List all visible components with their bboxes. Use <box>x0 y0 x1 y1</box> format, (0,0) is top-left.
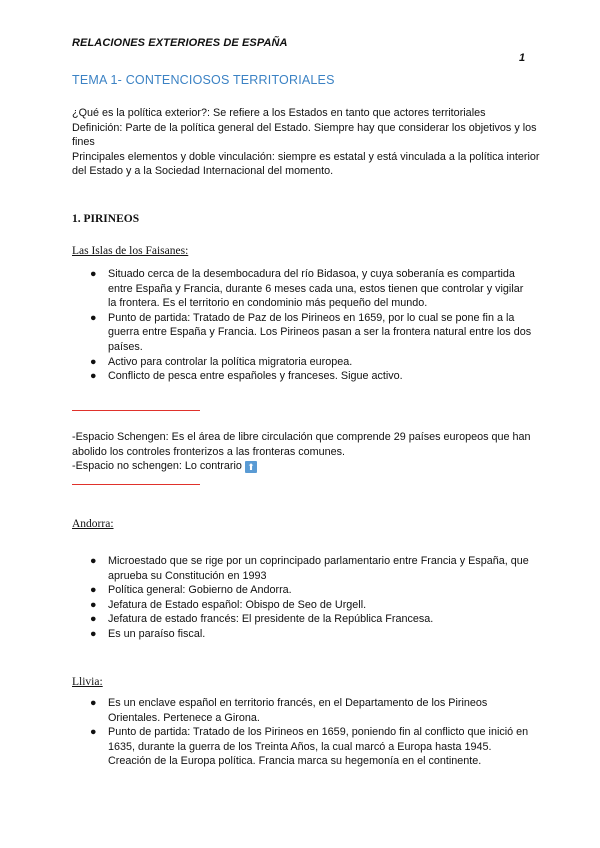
subsection-heading-faisanes: Las Islas de los Faisanes: <box>72 245 189 257</box>
tema-title: TEMA 1- CONTENCIOSOS TERRITORIALES <box>72 73 335 87</box>
schengen-block <box>72 430 542 474</box>
list-item: ● Punto de partida: Tratado de Paz de los Pirineos en 1659, por lo cual se pone fin a la guerra entre España y Francia. Los Pirineos pasan a ser la frontera natural entre los dos países. <box>90 311 532 353</box>
section-title: 1. PIRINEOS <box>72 213 140 225</box>
bullet-icon: ● <box>90 555 97 567</box>
list-item: ● Jefatura de estado francés: El presidente de la República Francesa. <box>90 613 434 626</box>
list-item: ● Política general: Gobierno de Andorra. <box>90 584 292 597</box>
document-header: RELACIONES EXTERIORES DE ESPAÑA <box>72 37 288 49</box>
intro-line: ¿Qué es la política exterior?: Se refiere a los Estados en tanto que actores territoriales <box>72 107 486 119</box>
bullet-icon: ● <box>90 268 97 280</box>
list-item: ● Activo para controlar la política migratoria europea. <box>90 355 353 368</box>
bullet-icon: ● <box>90 355 97 368</box>
list-item: ● Es un paraíso fiscal. <box>90 627 206 640</box>
bullet-icon: ● <box>90 726 97 739</box>
up-arrow-icon: ⬆ <box>245 461 257 473</box>
list-item: ● Situado cerca de la desembocadura del río Bidasoa, y cuya soberanía es compartida entre España y Francia, durante 6 meses cada una, estos tienen que controlar y vigilar la frontera. Es el territorio en condominio más pequeño del mundo. <box>90 268 524 310</box>
page-number: 1 <box>519 52 526 64</box>
list-item: ● Microestado que se rige por un coprincipado parlamentario entre Francia y España, que aprueba su Constitución en 1993 <box>90 555 529 582</box>
andorra-list <box>72 554 532 642</box>
bullet-icon: ● <box>90 697 97 709</box>
bullet-icon: ● <box>90 584 97 597</box>
schengen-line: -Espacio Schengen: Es el área de libre circulación que comprende 29 países europeos que han abolido los controles fronterizos a las fronteras comunes. <box>72 431 531 458</box>
red-divider <box>72 484 200 485</box>
llivia-list <box>72 696 532 769</box>
intro-line: Definición: Parte de la política general del Estado. Siempre hay que considerar los objetivos y los fines <box>72 121 537 149</box>
intro-line: Principales elementos y doble vinculación: siempre es estatal y está vinculada a la política interior del Estado y a la Sociedad Internacional del momento. <box>72 150 540 178</box>
bullet-icon: ● <box>90 311 97 324</box>
bullet-icon: ● <box>90 627 97 640</box>
list-item: ● Es un enclave español en territorio francés, en el Departamento de los Pirineos Orientales. Pertenece a Girona. <box>90 697 488 724</box>
list-item: ● Jefatura de Estado español: Obispo de Seo de Urgell. <box>90 598 367 611</box>
list-item: ● Punto de partida: Tratado de los Pirineos en 1659, poniendo fin al conflicto que inició en 1635, durante la guerra de los Treinta Años, la cual marcó a Europa hasta 1945. Creación de la Europa política. Francia marca su hegemonía en el continente. <box>90 726 529 768</box>
bullet-icon: ● <box>90 598 97 611</box>
bullet-icon: ● <box>90 613 97 626</box>
bullet-icon: ● <box>90 370 97 383</box>
subsection-heading-llivia: Llivia: <box>72 676 103 688</box>
list-item: ● Conflicto de pesca entre españoles y franceses. Sigue activo. <box>90 370 403 383</box>
faisanes-list <box>72 267 532 384</box>
schengen-line: -Espacio no schengen: Lo contrario ⬆ <box>72 459 542 474</box>
red-divider <box>72 410 200 411</box>
intro-block <box>72 106 542 179</box>
subsection-heading-andorra: Andorra: <box>72 518 114 530</box>
